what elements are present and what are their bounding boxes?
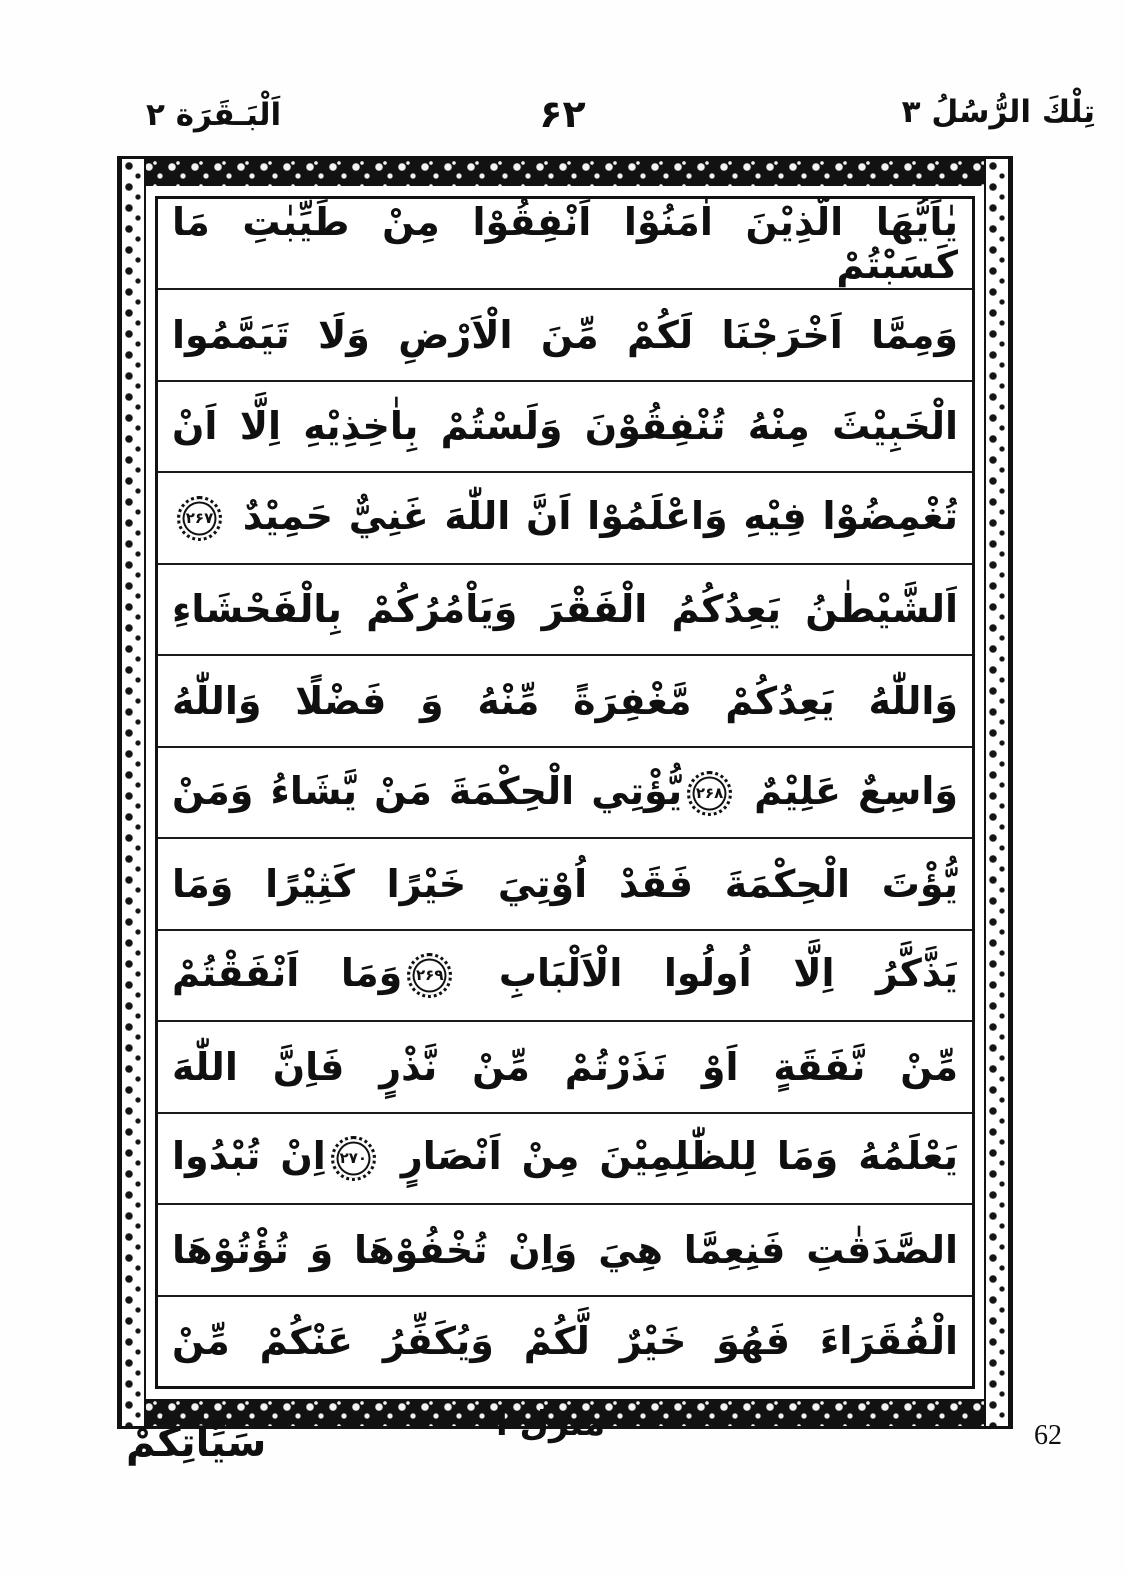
- ayah-text: يَذَّكَّرُ اِلَّا اُولُوا الْاَلْبَابِ: [498, 951, 959, 996]
- ayah-text: وَمِمَّا اَخْرَجْنَا لَكُمْ مِّنَ الْاَرْضِ وَلَا تَيَمَّمُوا: [172, 312, 958, 357]
- mushaf-row: [158, 473, 972, 564]
- page-number: 62: [1034, 1420, 1062, 1451]
- ayah-text: يُّؤْتِي الْحِكْمَةَ مَنْ يَّشَاءُ وَمَنْ: [172, 768, 683, 813]
- mushaf-row: [158, 1297, 972, 1386]
- ayah-text: يَعْلَمُهُ وَمَا لِلظّٰلِمِيْنَ مِنْ اَنْصَارٍ: [400, 1134, 958, 1179]
- ayah-line: [172, 1229, 958, 1272]
- ayah-text: وَاللّٰهُ يَعِدُكُمْ مَّغْفِرَةً مِّنْهُ وَ فَضْلًا وَاللّٰهُ: [172, 678, 958, 723]
- ayah-text: يٰاَيُّهَا الَّذِيْنَ اٰمَنُوْا اَنْفِقُوْا مِنْ طَيِّبٰتِ مَا كَسَبْتُمْ: [172, 200, 958, 287]
- ayah-line: [172, 314, 958, 357]
- ayah-text: تُغْمِضُوْا فِيْهِ وَاعْلَمُوْا اَنَّ اللّٰهَ غَنِيٌّ حَمِيْدٌ: [242, 494, 958, 539]
- verse-number-rosette: ۲۶۷: [177, 496, 222, 541]
- mushaf-row: [158, 1022, 972, 1113]
- ayah-text: اِنْ تُبْدُوا: [172, 1134, 326, 1179]
- mushaf-text-block: [155, 196, 975, 1389]
- verse-number-rosette: ۲۶۹: [407, 953, 452, 998]
- manzil-label: منزل ا: [495, 1404, 606, 1444]
- ayah-line: [172, 495, 958, 541]
- page-number-arabic: ۶۲: [539, 92, 586, 136]
- ornamental-frame: [117, 156, 1013, 1429]
- mushaf-row: [158, 382, 972, 473]
- mushaf-row: [158, 1205, 972, 1296]
- mushaf-row: [158, 290, 972, 381]
- ayah-line: [172, 405, 958, 448]
- mushaf-row: [158, 839, 972, 930]
- ayah-text: اَلشَّيْطٰنُ يَعِدُكُمُ الْفَقْرَ وَيَاْمُرُكُمْ بِالْفَحْشَاءِ: [172, 587, 958, 632]
- ayah-line: [172, 863, 958, 906]
- surah-name-label: اَلْبَـقَرَة ۲: [146, 97, 282, 133]
- ayah-text: الصَّدَقٰتِ فَنِعِمَّا هِيَ وَاِنْ تُخْفُوْهَا وَ تُؤْتُوْهَا: [172, 1227, 958, 1272]
- frame-border-top-ornament: [120, 159, 1010, 186]
- ayah-text: مِّنْ نَّفَقَةٍ اَوْ نَذَرْتُمْ مِّنْ نَّذْرٍ فَاِنَّ اللّٰهَ: [172, 1044, 958, 1089]
- mushaf-row: [158, 199, 972, 290]
- section-name-label: تِلْكَ الرُّسُلُ ۳: [901, 94, 1095, 130]
- mushaf-row: [158, 931, 972, 1022]
- ayah-text: يُّؤْتَ الْحِكْمَةَ فَقَدْ اُوْتِيَ خَيْرًا كَثِيْرًا وَمَا: [172, 861, 958, 906]
- ayah-line: [172, 1046, 958, 1089]
- mushaf-row: [158, 1114, 972, 1205]
- frame-border-left-ornament: [120, 159, 146, 1426]
- mushaf-row: [158, 748, 972, 839]
- ayah-text: الْفُقَرَاءَ فَهُوَ خَيْرٌ لَّكُمْ وَيُكَفِّرُ عَنْكُمْ مِّنْ: [172, 1319, 958, 1364]
- ayah-line: [172, 201, 958, 286]
- mushaf-row: [158, 565, 972, 656]
- catchword-next-page: سَيِّاٰتِكُمْ: [126, 1420, 267, 1466]
- ayah-line: [172, 952, 958, 998]
- ayah-text: وَمَا اَنْفَقْتُمْ: [172, 951, 403, 996]
- ayah-line: [172, 770, 958, 816]
- frame-border-right-ornament: [984, 159, 1010, 1426]
- mushaf-row: [158, 656, 972, 747]
- ayah-text: الْخَبِيْثَ مِنْهُ تُنْفِقُوْنَ وَلَسْتُمْ بِاٰخِذِيْهِ اِلَّا اَنْ: [172, 404, 958, 449]
- ayah-line: [172, 1135, 958, 1181]
- ayah-text: وَاسِعٌ عَلِيْمٌ: [754, 768, 958, 813]
- verse-number-rosette: ۲۷۰: [331, 1136, 376, 1181]
- ayah-line: [172, 1320, 958, 1363]
- ayah-line: [172, 588, 958, 631]
- ayah-line: [172, 680, 958, 723]
- verse-number-rosette: ۲۶۸: [687, 771, 732, 816]
